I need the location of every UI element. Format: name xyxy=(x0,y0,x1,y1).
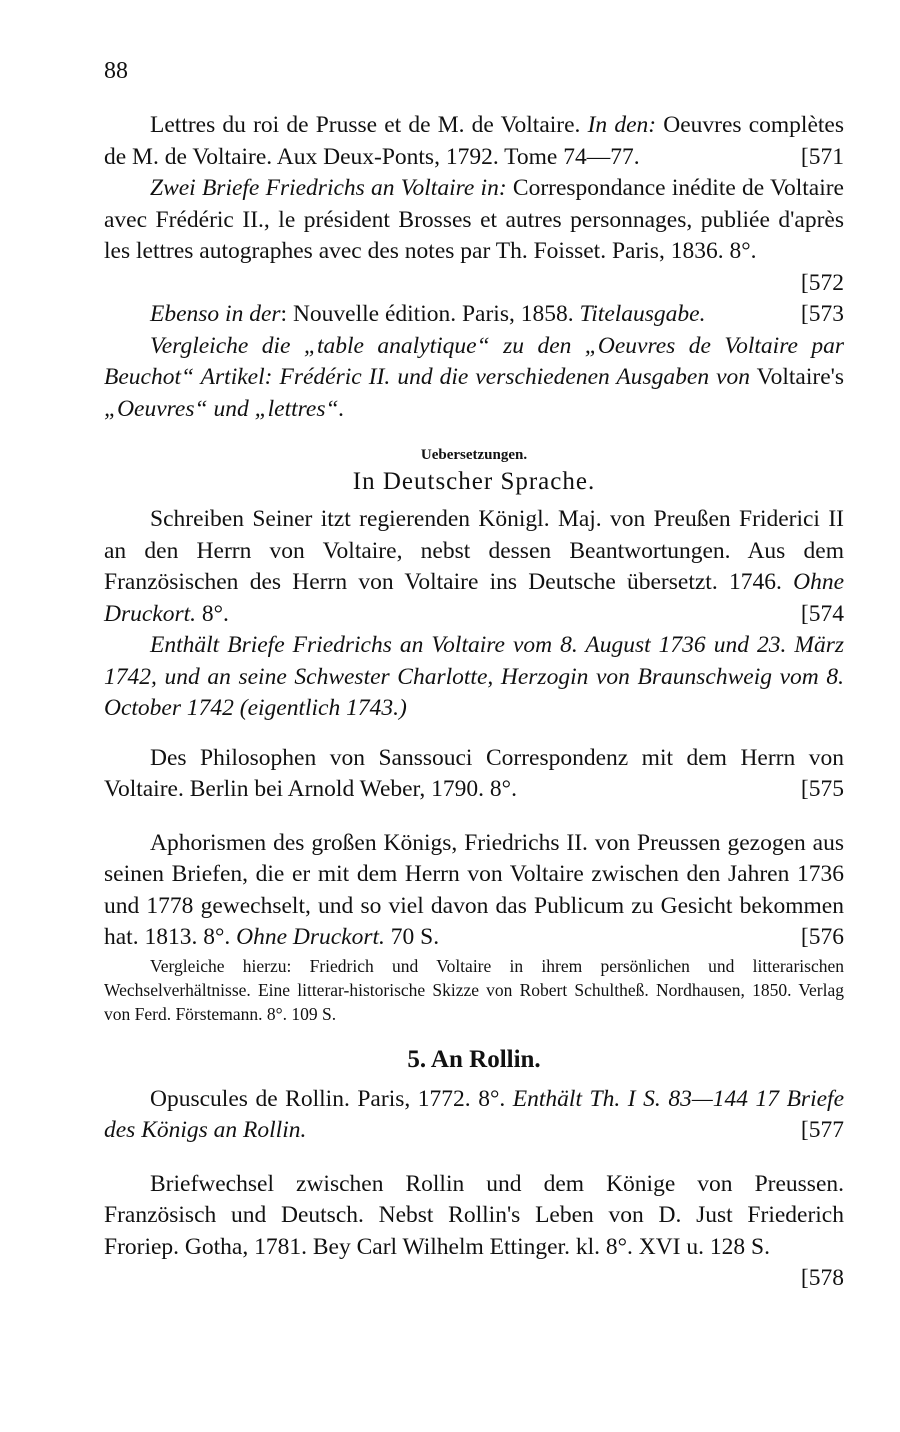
entry-text: Lettres du roi de Prusse et de M. de Voltaire. xyxy=(150,112,588,138)
entry-text: Opuscules de Rollin. Paris, 1772. 8°. xyxy=(150,1085,513,1112)
entry-ref: [575 xyxy=(800,776,844,802)
entry-572 xyxy=(104,173,844,299)
note-italic: „Oeuvres“ und „lettres“. xyxy=(104,395,345,422)
entry-ref: [577 xyxy=(800,1117,844,1143)
entry-italic: Ohne Druckort. xyxy=(236,924,385,950)
note-576: Vergleiche hierzu: Friedrich und Voltaire in ihrem persönlichen und litterarischen Wechselverhältnisse. Eine litterar-historische Skizze von Robert Schultheß. Nordhausen, 1850. Verlag von Ferd. Förstemann. 8°. 109 S. xyxy=(104,955,844,1024)
entry-text: 70 S. xyxy=(384,924,440,950)
note-574 xyxy=(104,630,844,725)
note-573 xyxy=(104,331,844,426)
entry-text: Briefwechsel zwischen Rollin und dem Könige von Preussen. Französisch und Deutsch. Nebst Rollin's Leben von D. Just Friederich Froriep. Gotha, 1781. Bey Carl Wilhelm Ettinger. kl. 8°. XVI u. 128 S. xyxy=(104,1170,844,1260)
entry-ref: [578 xyxy=(800,1265,844,1291)
entry-575 xyxy=(104,743,844,806)
entry-text: : Nouvelle édition. Paris, 1858. xyxy=(280,301,580,327)
entry-italic: Ebenso in der xyxy=(150,301,281,327)
entry-ref: [576 xyxy=(800,924,844,950)
entry-italic: In den: xyxy=(587,112,657,138)
entry-italic: Titelausgabe. xyxy=(579,301,706,327)
entry-576 xyxy=(104,828,844,954)
section-heading: In Deutscher Sprache. xyxy=(352,468,596,495)
entry-ref: [572 xyxy=(800,269,844,296)
entry-ref: [574 xyxy=(800,600,844,627)
spacer xyxy=(104,1147,844,1169)
note-text: Voltaire's xyxy=(750,364,845,390)
entry-574 xyxy=(104,504,844,630)
page-body xyxy=(104,110,844,1295)
entry-italic: Enthält Th. I S. 83—144 17 Briefe des Königs an Rollin. xyxy=(104,1085,844,1143)
note-italic: Vergleiche die „table analytique“ zu den „Oeuvres de Voltaire par Beuchot“ Artikel: Frédéric II. und die verschiedenen Ausgaben von xyxy=(104,332,844,390)
entry-text: Correspondance inédite de Voltaire avec Frédéric II., le président Brosses et autres personnages, publiée d'après les lettres autographes avec des notes par Th. Foisset. Paris, 1836. 8°. xyxy=(104,175,844,264)
entry-text: Aphorismen des großen Königs, Friedrichs II. von Preussen gezogen aus seinen Briefen, die er mit dem Herrn von Voltaire zwischen den Jahren 1736 und 1778 gewechselt, und so viel davon das Publicum zu Gesicht bekommen hat. 1813. 8°. xyxy=(104,829,844,950)
subheading: Uebersetzungen. xyxy=(420,447,528,463)
entry-text: 8°. xyxy=(196,600,229,627)
entry-ref: [571 xyxy=(800,143,844,170)
entry-ref: [573 xyxy=(800,301,844,327)
page-number: 88 xyxy=(104,58,128,84)
entry-578 xyxy=(104,1169,844,1295)
spacer xyxy=(104,806,844,828)
entry-text: Schreiben Seiner itzt regierenden Königl. Maj. von Preußen Friderici II an den Herrn von Voltaire, nebst dessen Beantwortungen. Aus dem Französischen des Herrn von Voltaire ins Deutsche übersetzt. 1746. xyxy=(104,506,844,595)
spacer xyxy=(104,725,844,743)
entry-571 xyxy=(104,110,844,173)
entry-text: Des Philosophen von Sanssouci Correspondenz mit dem Herrn von Voltaire. Berlin bei Arnold Weber, 1790. 8°. xyxy=(104,744,844,802)
section-5-heading: 5. An Rollin. xyxy=(407,1045,541,1073)
entry-italic: Ohne Druckort. xyxy=(104,569,844,627)
entry-573 xyxy=(104,299,844,331)
entry-italic: Zwei Briefe Friedrichs an Voltaire in: xyxy=(150,175,507,201)
note-italic: Enthält Briefe Friedrichs an Voltaire vom 8. August 1736 und 23. März 1742, und an seine Schwester Charlotte, Herzogin von Braunschweig vom 8. October 1742 (eigentlich 1743.) xyxy=(104,632,844,721)
entry-text: Oeuvres complètes de M. de Voltaire. Aux Deux-Ponts, 1792. Tome 74—77. xyxy=(104,112,844,170)
entry-577 xyxy=(104,1084,844,1147)
